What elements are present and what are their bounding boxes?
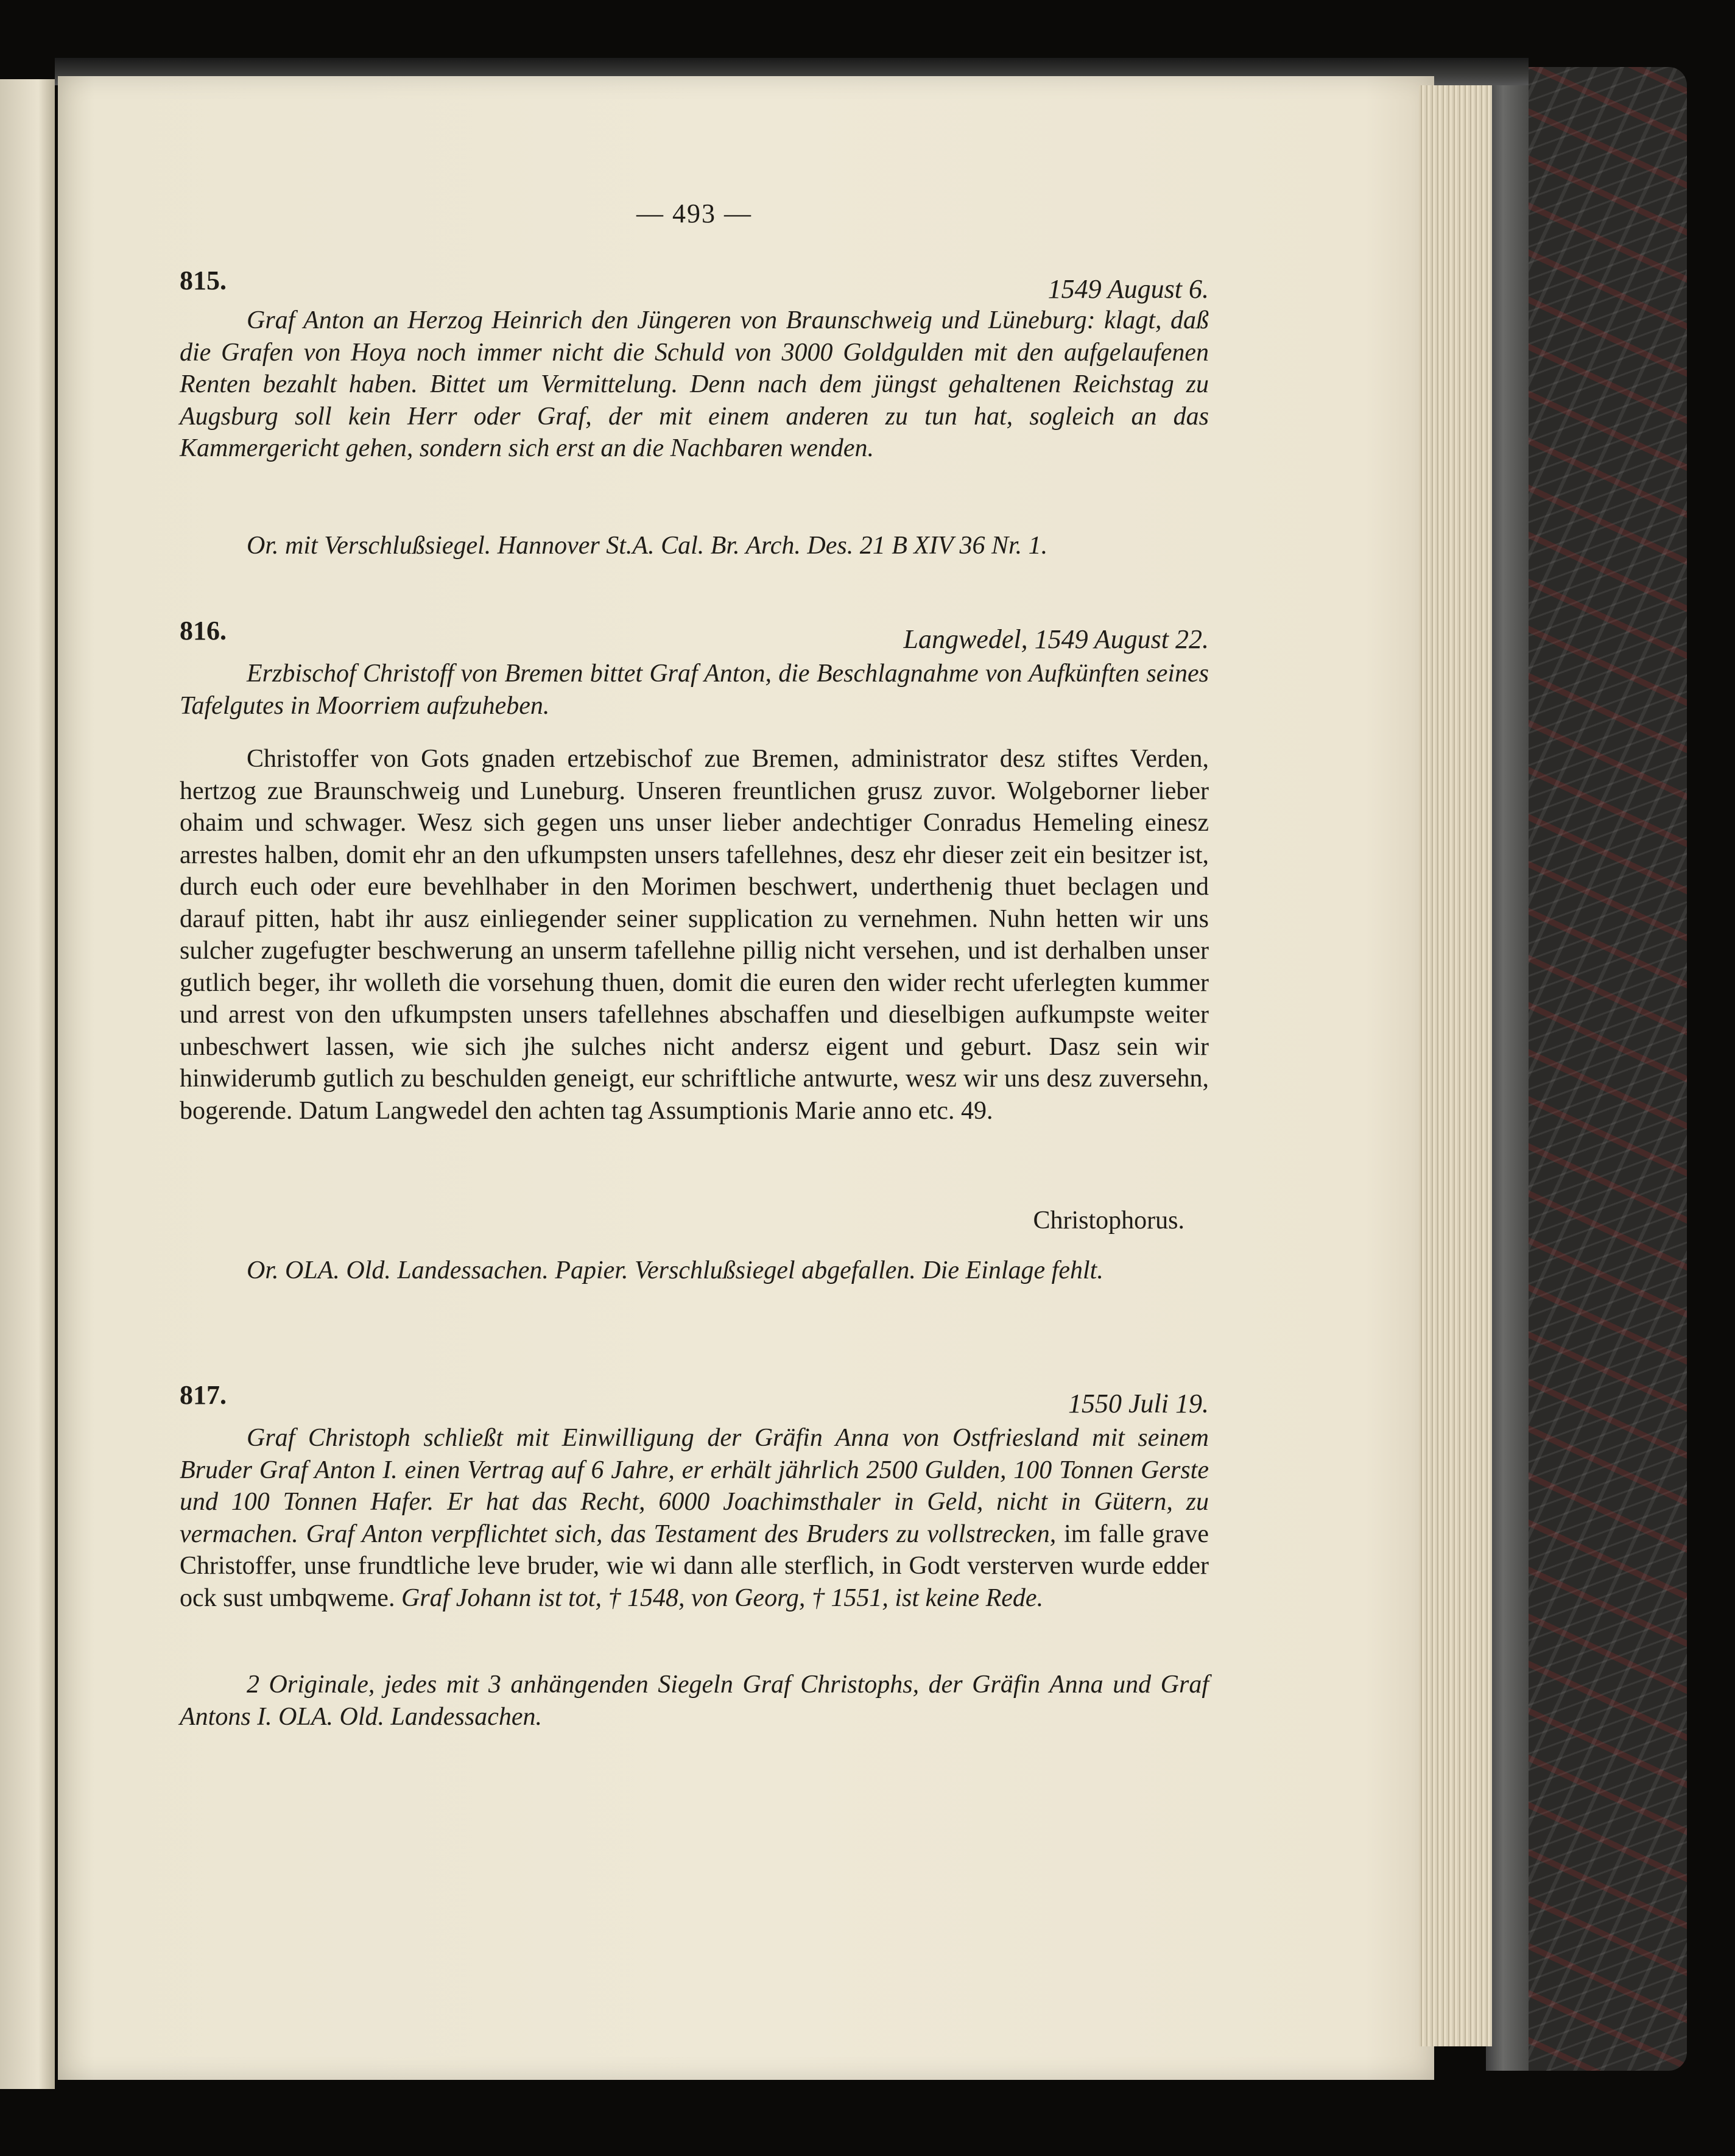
entry-817-source: 2 Originale, jedes mit 3 anhängenden Siegeln Graf Christophs, der Gräfin Anna und Graf Antons I. OLA. Old. Landessachen. — [180, 1671, 1209, 1731]
entry-date: 1550 Juli 19. — [1068, 1389, 1209, 1418]
page-leaves — [1419, 85, 1492, 2046]
entry-816-signature: Christophorus. — [1033, 1207, 1184, 1235]
entry-number: 816. — [180, 616, 227, 646]
summary-italic-tail: Graf Johann ist tot, † 1548, von Georg, † 1551, ist keine Rede. — [401, 1584, 1044, 1612]
entry-date: 1549 August 6. — [1047, 274, 1209, 304]
entry-815-summary: Graf Anton an Herzog Heinrich den Jüngeren von Braunschweig und Lüneburg: klagt, daß die Grafen von Hoya noch immer nicht die Schuld von 3000 Goldgulden mit den aufgelaufenen Renten bezahlt haben. Bittet um Vermittelung. Denn nach dem jüngst gehaltenen Reichstag zu Augsburg soll kein Herr oder Graf, der mit einem anderen zu tun hat, sogleich an das Kammergericht gehen, sondern sich erst an die Nachbaren wenden. — [180, 306, 1209, 462]
entry-817-header — [180, 1379, 1209, 1416]
entry-816-source: Or. OLA. Old. Landessachen. Papier. Verschlußsiegel abgefallen. Die Einlage fehlt. — [247, 1256, 1103, 1284]
entry-816-letter-text: Christoffer von Gots gnaden ertzebischof zue Bremen, administrator desz stiftes Verden, hertzog zue Braunschweig und Luneburg. Unseren freuntlichen grusz zuvor. Wolgeborner lieber ohaim und schwager. Wesz sich gegen uns unser lieber andechtiger Conradus Hemeling einesz arrestes halben, domit ehr an den ufkumpsten unsers tafellehnes, desz ehr dieser zeit ein besitzer ist, durch euch oder eure bevehlhaber in den Morimen beschwert, underthenig thuet beclagen und darauf pitten, habt ihr ausz einliegender seiner supplication zu vernehmen. Nuhn hetten wir uns sulcher zugefugter beschwerung an unserm tafellehne pillig nicht versehen, und ist derhalben unser gutlich beger, ihr wolleth die vorsehung thuen, domit die euren den wider recht uferlegten kummer und arrest von den ufkumpsten unsers tafellehnes abschaffen und dieselbigen aufkumpste weiter unbeschwert lassen, wie sich jhe sulches nicht andersz eigent und geburt. Dasz sein wir hinwiderumb gutlich zu beschulden geneigt, eur schriftliche antwurte, wesz wir uns desz zuversehn, bogerende. Datum Langwedel den achten tag Assumptionis Marie anno etc. 49. — [180, 745, 1209, 1125]
entry-816-header — [180, 615, 1209, 652]
book-page — [58, 76, 1434, 2080]
entry-number: 817. — [180, 1380, 227, 1410]
book-spine-edge — [1486, 67, 1529, 2071]
summary-quoted-part: im falle grave Christoffer, unse frundtliche leve bruder, wie wi dann alle sterflich, in Godt versterven wurde edder ock sust umbqweme. — [180, 1520, 1209, 1612]
entry-date: Langwedel, 1549 August 22. — [903, 624, 1209, 654]
summary-italic-part: Graf Christoph schließt mit Einwilligung der Gräfin Anna von Ostfriesland mit seinem Bruder Graf Anton I. einen Vertrag auf 6 Jahre, er erhält jährlich 2500 Gulden, 100 Tonnen Gerste und 100 Tonnen Hafer. Er hat das Recht, 6000 Joachimsthaler in Geld, nicht in Gütern, zu vermachen. Graf Anton verpflichtet sich, das Testament des Bruders zu vollstrecken, — [180, 1424, 1209, 1548]
entry-816-summary: Erzbischof Christoff von Bremen bittet Graf Anton, die Beschlagnahme von Aufkünften seines Tafelgutes in Moorriem aufzuheben. — [180, 660, 1209, 720]
entry-number: 815. — [180, 266, 227, 295]
entry-817-summary — [180, 1422, 1209, 1614]
left-page-edge — [0, 79, 55, 2089]
entry-815-source: Or. mit Verschlußsiegel. Hannover St.A. Cal. Br. Arch. Des. 21 B XIV 36 Nr. 1. — [247, 532, 1048, 560]
entry-815-header — [180, 265, 1209, 304]
page-number: — 493 — — [636, 199, 752, 228]
